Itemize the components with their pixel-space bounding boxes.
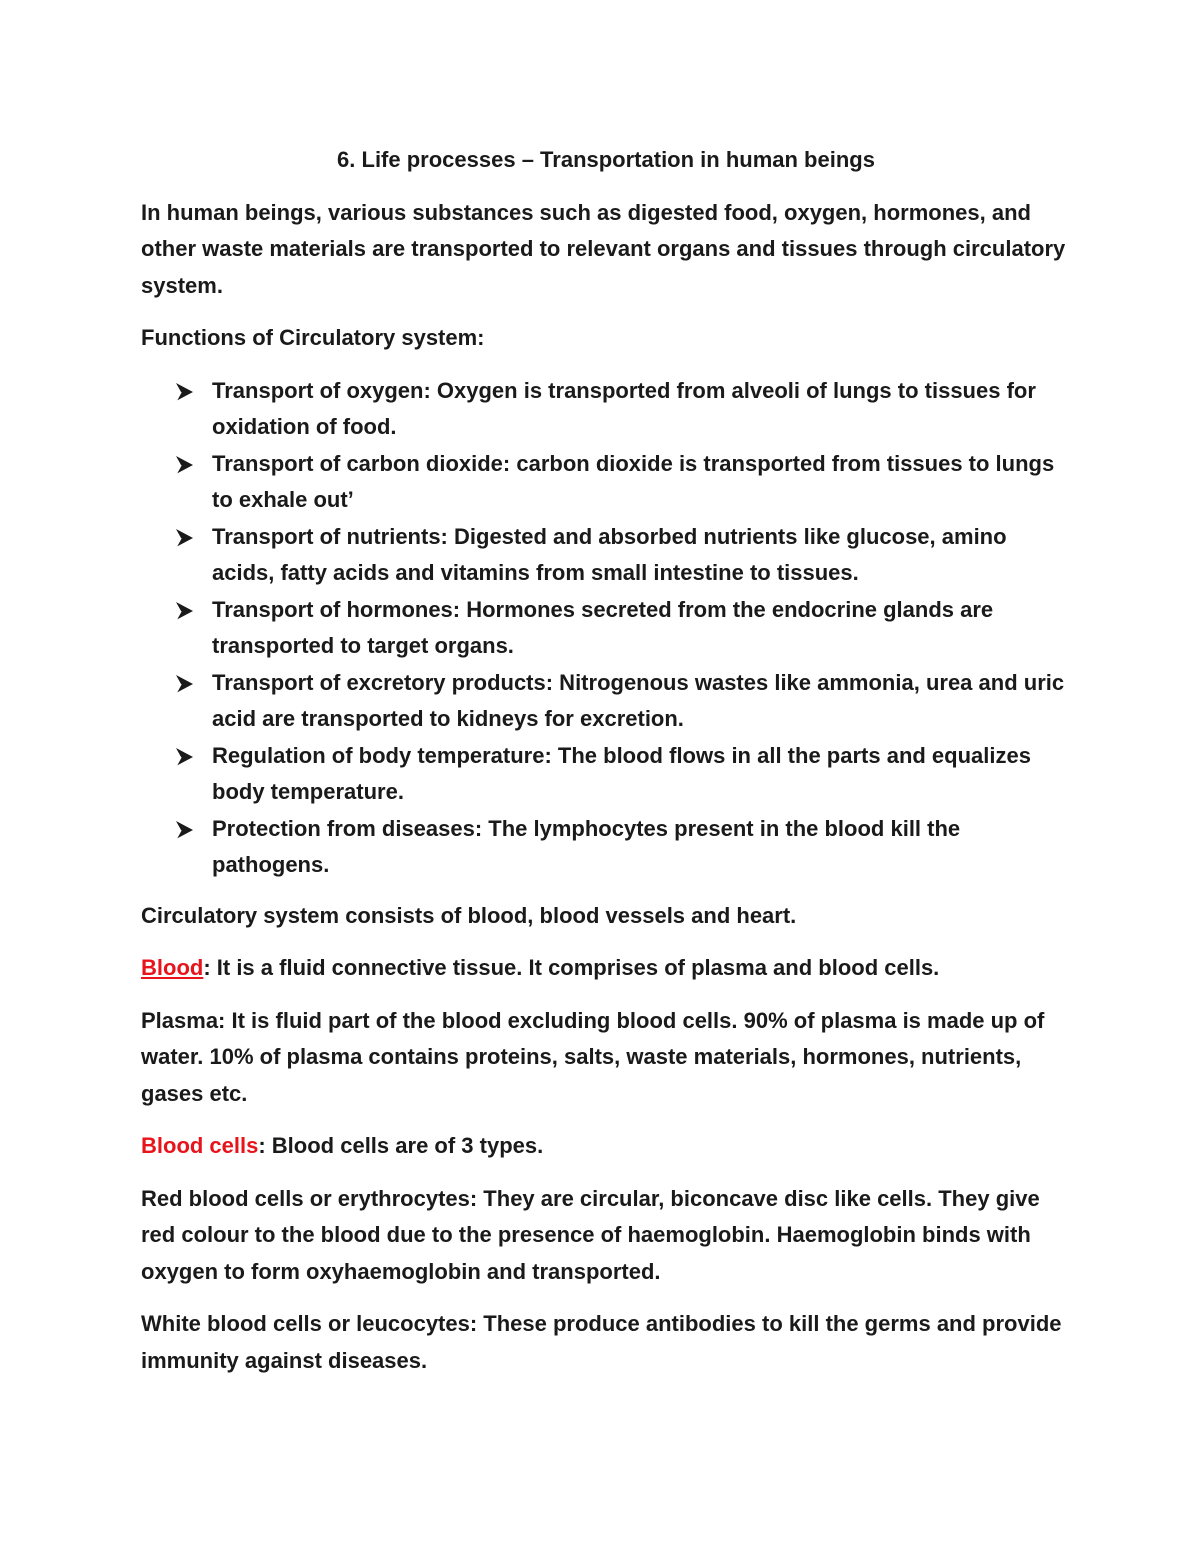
list-item [141,665,1071,738]
function-text: Regulation of body temperature: The blood flows in all the parts and equalizes body temperature. [212,742,1031,804]
arrowhead-bullet-icon [174,747,194,767]
functions-list [141,373,1071,884]
rbc-paragraph: Red blood cells or erythrocytes: They are circular, biconcave disc like cells. They give red colour to the blood due to the presence of haemoglobin. Haemoglobin binds with oxygen to form oxyhaemoglobin and transported. [141,1185,1040,1284]
functions-heading: Functions of Circulatory system: [141,325,485,350]
blood-cells-paragraph [141,1128,1071,1165]
blood-cells-definition: : Blood cells are of 3 types. [258,1133,544,1158]
plasma-paragraph: Plasma: It is fluid part of the blood excluding blood cells. 90% of plasma is made up of water. 10% of plasma contains proteins, salts, waste materials, hormones, nutrients, gases etc. [141,1007,1045,1106]
page-title: 6. Life processes – Transportation in human beings [337,147,875,172]
intro-paragraph: In human beings, various substances such as digested food, oxygen, hormones, and other waste materials are transported to relevant organs and tissues through circulatory system. [141,199,1066,298]
arrowhead-bullet-icon [174,820,194,840]
circulatory-consists-paragraph: Circulatory system consists of blood, blood vessels and heart. [141,902,797,928]
arrowhead-bullet-icon [174,382,194,402]
wbc-paragraph: White blood cells or leucocytes: These produce antibodies to kill the germs and provide immunity against diseases. [141,1311,1062,1373]
function-text: Transport of excretory products: Nitrogenous wastes like ammonia, urea and uric acid are transported to kidneys for excretion. [212,669,1065,731]
function-text: Transport of nutrients: Digested and absorbed nutrients like glucose, amino acids, fatty acids and vitamins from small intestine to tissues. [212,523,1007,585]
function-text: Transport of hormones: Hormones secreted from the endocrine glands are transported to target organs. [212,596,994,658]
list-item [141,738,1071,811]
list-item [141,446,1071,519]
blood-definition: : It is a fluid connective tissue. It comprises of plasma and blood cells. [203,955,940,980]
arrowhead-bullet-icon [174,674,194,694]
blood-term: Blood [141,955,204,980]
blood-paragraph [141,950,1071,987]
list-item [141,592,1071,665]
list-item [141,519,1071,592]
list-item [141,811,1071,884]
function-text: Protection from diseases: The lymphocytes present in the blood kill the pathogens. [212,815,961,877]
document-content [141,142,1071,1395]
arrowhead-bullet-icon [174,528,194,548]
arrowhead-bullet-icon [174,601,194,621]
list-item [141,373,1071,446]
blood-cells-term: Blood cells [141,1133,259,1158]
function-text: Transport of oxygen: Oxygen is transported from alveoli of lungs to tissues for oxidation of food. [212,377,1036,439]
function-text: Transport of carbon dioxide: carbon dioxide is transported from tissues to lungs to exhale out’ [212,450,1055,512]
arrowhead-bullet-icon [174,455,194,475]
